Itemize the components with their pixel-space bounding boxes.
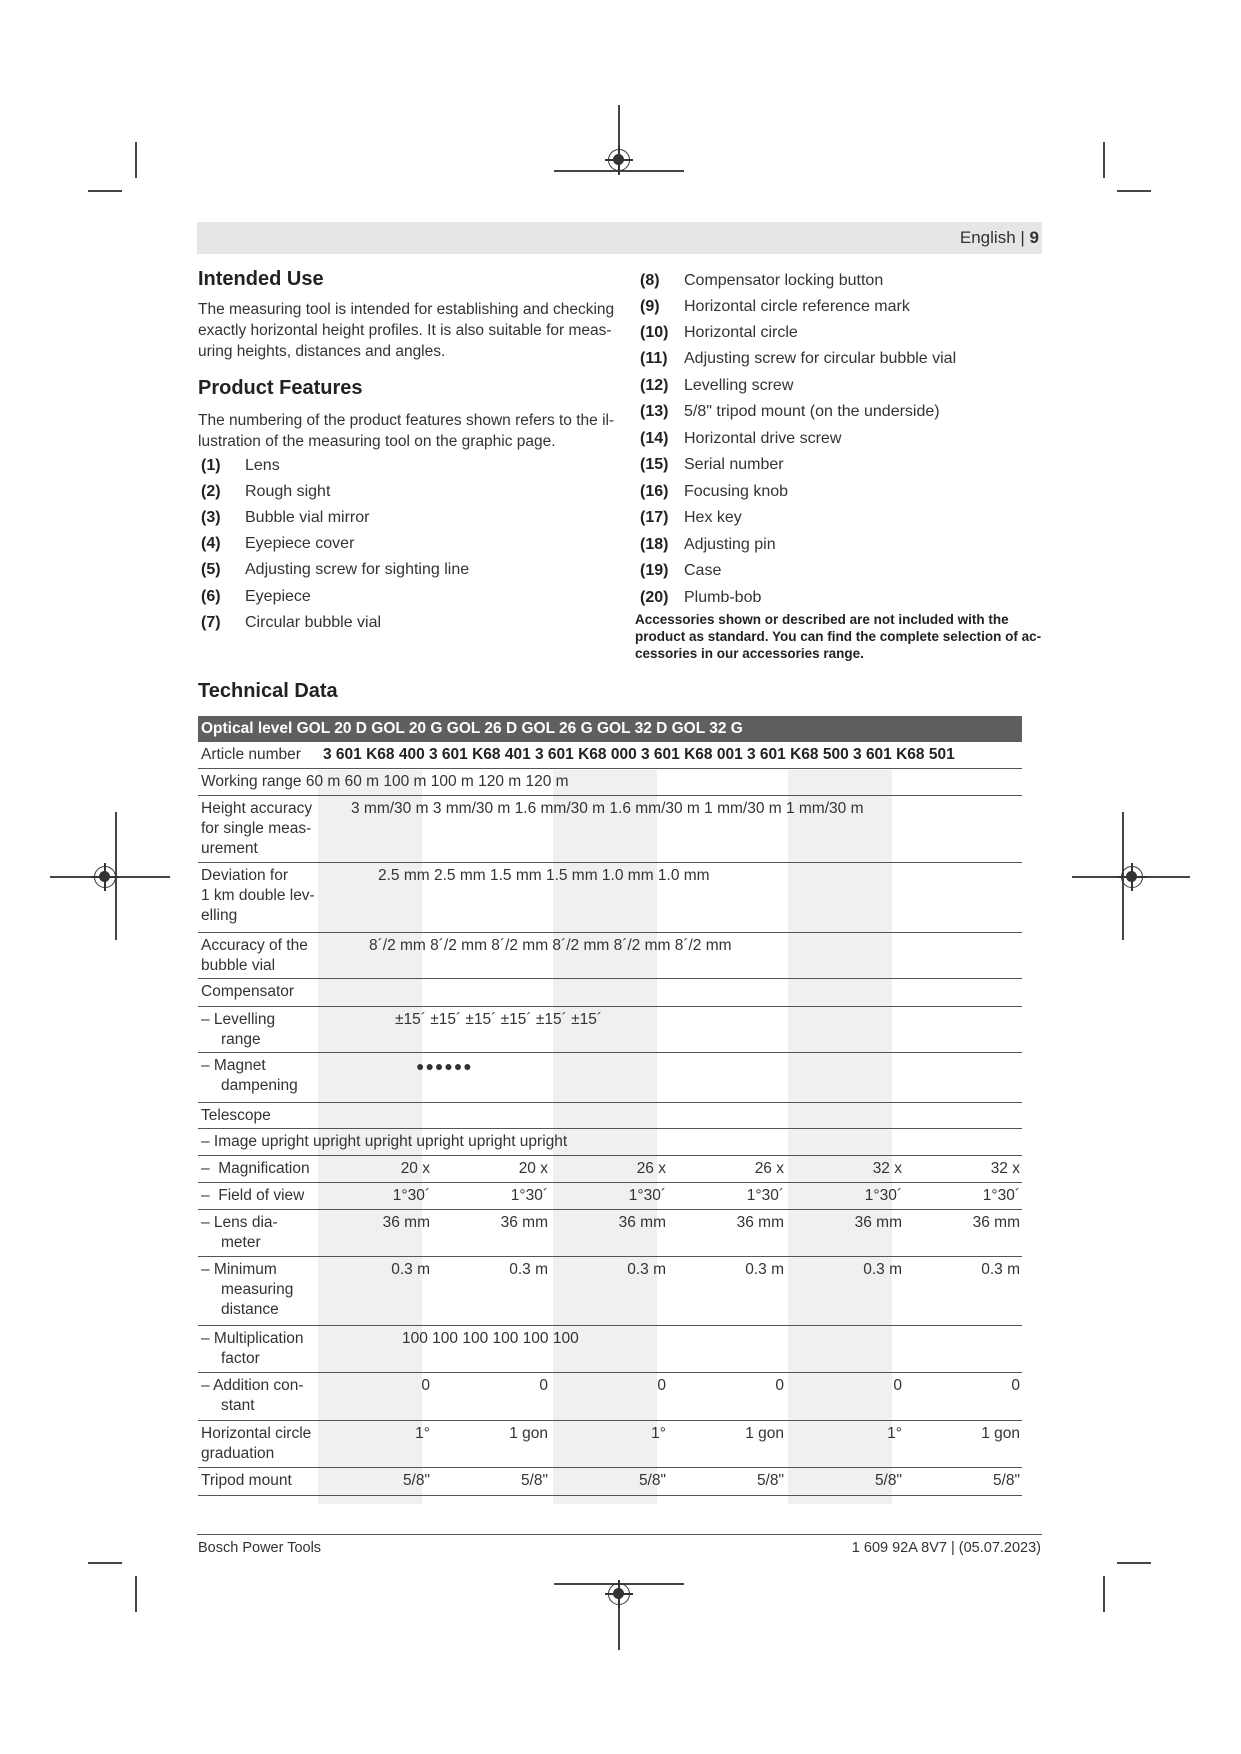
page-number: 9 xyxy=(1029,228,1039,247)
table-row: – Levelling range ±15´ ±15´ ±15´ ±15´ ±15´ ±15´ xyxy=(198,1007,1022,1053)
intended-use-heading: Intended Use xyxy=(198,268,324,290)
table-row: – Magnet dampening ●●●●●● xyxy=(198,1053,1022,1103)
registration-mark-icon xyxy=(94,866,116,888)
footer-divider xyxy=(197,1534,1042,1535)
list-item: (20) Plumb-bob xyxy=(640,589,762,606)
table-row: – Field of view 1°30´ 1°30´ 1°30´ 1°30´ 1°30´ 1°30´ xyxy=(198,1183,1022,1210)
table-row: – Image upright upright upright upright upright upright xyxy=(198,1129,1022,1156)
list-item: (18) Adjusting pin xyxy=(640,536,776,553)
header-separator: | xyxy=(1015,228,1030,247)
list-item: (9) Horizontal circle reference mark xyxy=(640,298,910,315)
list-item: (6) Eyepiece xyxy=(201,588,311,605)
product-features-heading: Product Features xyxy=(198,377,363,399)
table-row: – Lens dia- meter 36 mm 36 mm 36 mm 36 mm 36 mm 36 mm xyxy=(198,1210,1022,1257)
table-row: Compensator xyxy=(198,979,1022,1007)
list-item: (15) Serial number xyxy=(640,456,784,473)
list-item: (19) Case xyxy=(640,562,722,579)
table-row: – Addition con- stant 0 0 0 0 0 0 xyxy=(198,1373,1022,1421)
table-row: – Magnification 20 x 20 x 26 x 26 x 32 x 32 x xyxy=(198,1156,1022,1183)
list-item: (14) Horizontal drive screw xyxy=(640,430,842,447)
list-item: (11) Adjusting screw for circular bubble vial xyxy=(640,350,957,367)
page-header xyxy=(960,228,1039,248)
footer-doc-id: 1 609 92A 8V7 | (05.07.2023) xyxy=(851,1540,1041,1556)
list-item: (5) Adjusting screw for sighting line xyxy=(201,561,470,578)
list-item: (4) Eyepiece cover xyxy=(201,535,355,552)
table-row: – Multiplication factor 100 100 100 100 100 100 xyxy=(198,1326,1022,1373)
list-item: (10) Horizontal circle xyxy=(640,324,798,341)
product-features-text: The numbering of the product features shown refers to the il- lustration of the measuring tool on the graphic page. xyxy=(198,412,615,450)
table-row: Horizontal circle graduation 1° 1 gon 1° 1 gon 1° 1 gon xyxy=(198,1421,1022,1468)
technical-data-heading: Technical Data xyxy=(198,680,338,702)
intended-use-section xyxy=(198,268,618,362)
intended-use-text: The measuring tool is intended for establishing and checking exactly horizontal height profiles. It is also suitable for meas- uring heights, distances and angles. xyxy=(198,301,615,360)
list-item: (16) Focusing knob xyxy=(640,483,789,500)
footer-brand: Bosch Power Tools xyxy=(198,1540,322,1556)
table-row: Accuracy of the bubble vial 8´/2 mm 8´/2 mm 8´/2 mm 8´/2 mm 8´/2 mm 8´/2 mm xyxy=(198,933,1022,979)
registration-mark-icon xyxy=(608,149,630,171)
table-row: Telescope xyxy=(198,1103,1022,1129)
product-features-section xyxy=(198,377,618,452)
list-item: (3) Bubble vial mirror xyxy=(201,509,370,526)
table-row: Article number 3 601 K68 400 3 601 K68 401 3 601 K68 000 3 601 K68 001 3 601 K68 500 3 601 K68 501 xyxy=(198,742,1022,769)
registration-mark-icon xyxy=(1121,866,1143,888)
list-item: (13) 5/8" tripod mount (on the underside) xyxy=(640,403,940,420)
table-header-row: Optical level GOL 20 D GOL 20 G GOL 26 D GOL 26 G GOL 32 D GOL 32 G xyxy=(198,716,1022,742)
list-item: (8) Compensator locking button xyxy=(640,272,884,289)
page-header-band xyxy=(197,222,1042,254)
table-row: Working range 60 m 60 m 100 m 100 m 120 m 120 m xyxy=(198,769,1022,796)
accessories-note: Accessories shown or described are not included with the product as standard. You can find the complete selection of ac- cessories in our accessories range. xyxy=(635,612,1042,661)
table-row: Height accuracy for single meas- urement 3 mm/30 m 3 mm/30 m 1.6 mm/30 m 1.6 mm/30 m 1 mm/30 m 1 mm/30 m xyxy=(198,796,1022,863)
table-row: – Minimum measuring distance 0.3 m 0.3 m 0.3 m 0.3 m 0.3 m 0.3 m xyxy=(198,1257,1022,1326)
list-item: (12) Levelling screw xyxy=(640,377,794,394)
table-row: Deviation for 1 km double lev- elling 2.5 mm 2.5 mm 1.5 mm 1.5 mm 1.0 mm 1.0 mm xyxy=(198,863,1022,933)
table-row: Tripod mount 5/8" 5/8" 5/8" 5/8" 5/8" 5/8" xyxy=(198,1468,1022,1496)
list-item: (1) Lens xyxy=(201,457,280,474)
list-item: (7) Circular bubble vial xyxy=(201,614,382,631)
list-item: (2) Rough sight xyxy=(201,483,331,500)
technical-data-table xyxy=(198,716,1022,1496)
list-item: (17) Hex key xyxy=(640,509,742,526)
header-language: English xyxy=(959,228,1016,247)
registration-mark-icon xyxy=(608,1583,630,1605)
